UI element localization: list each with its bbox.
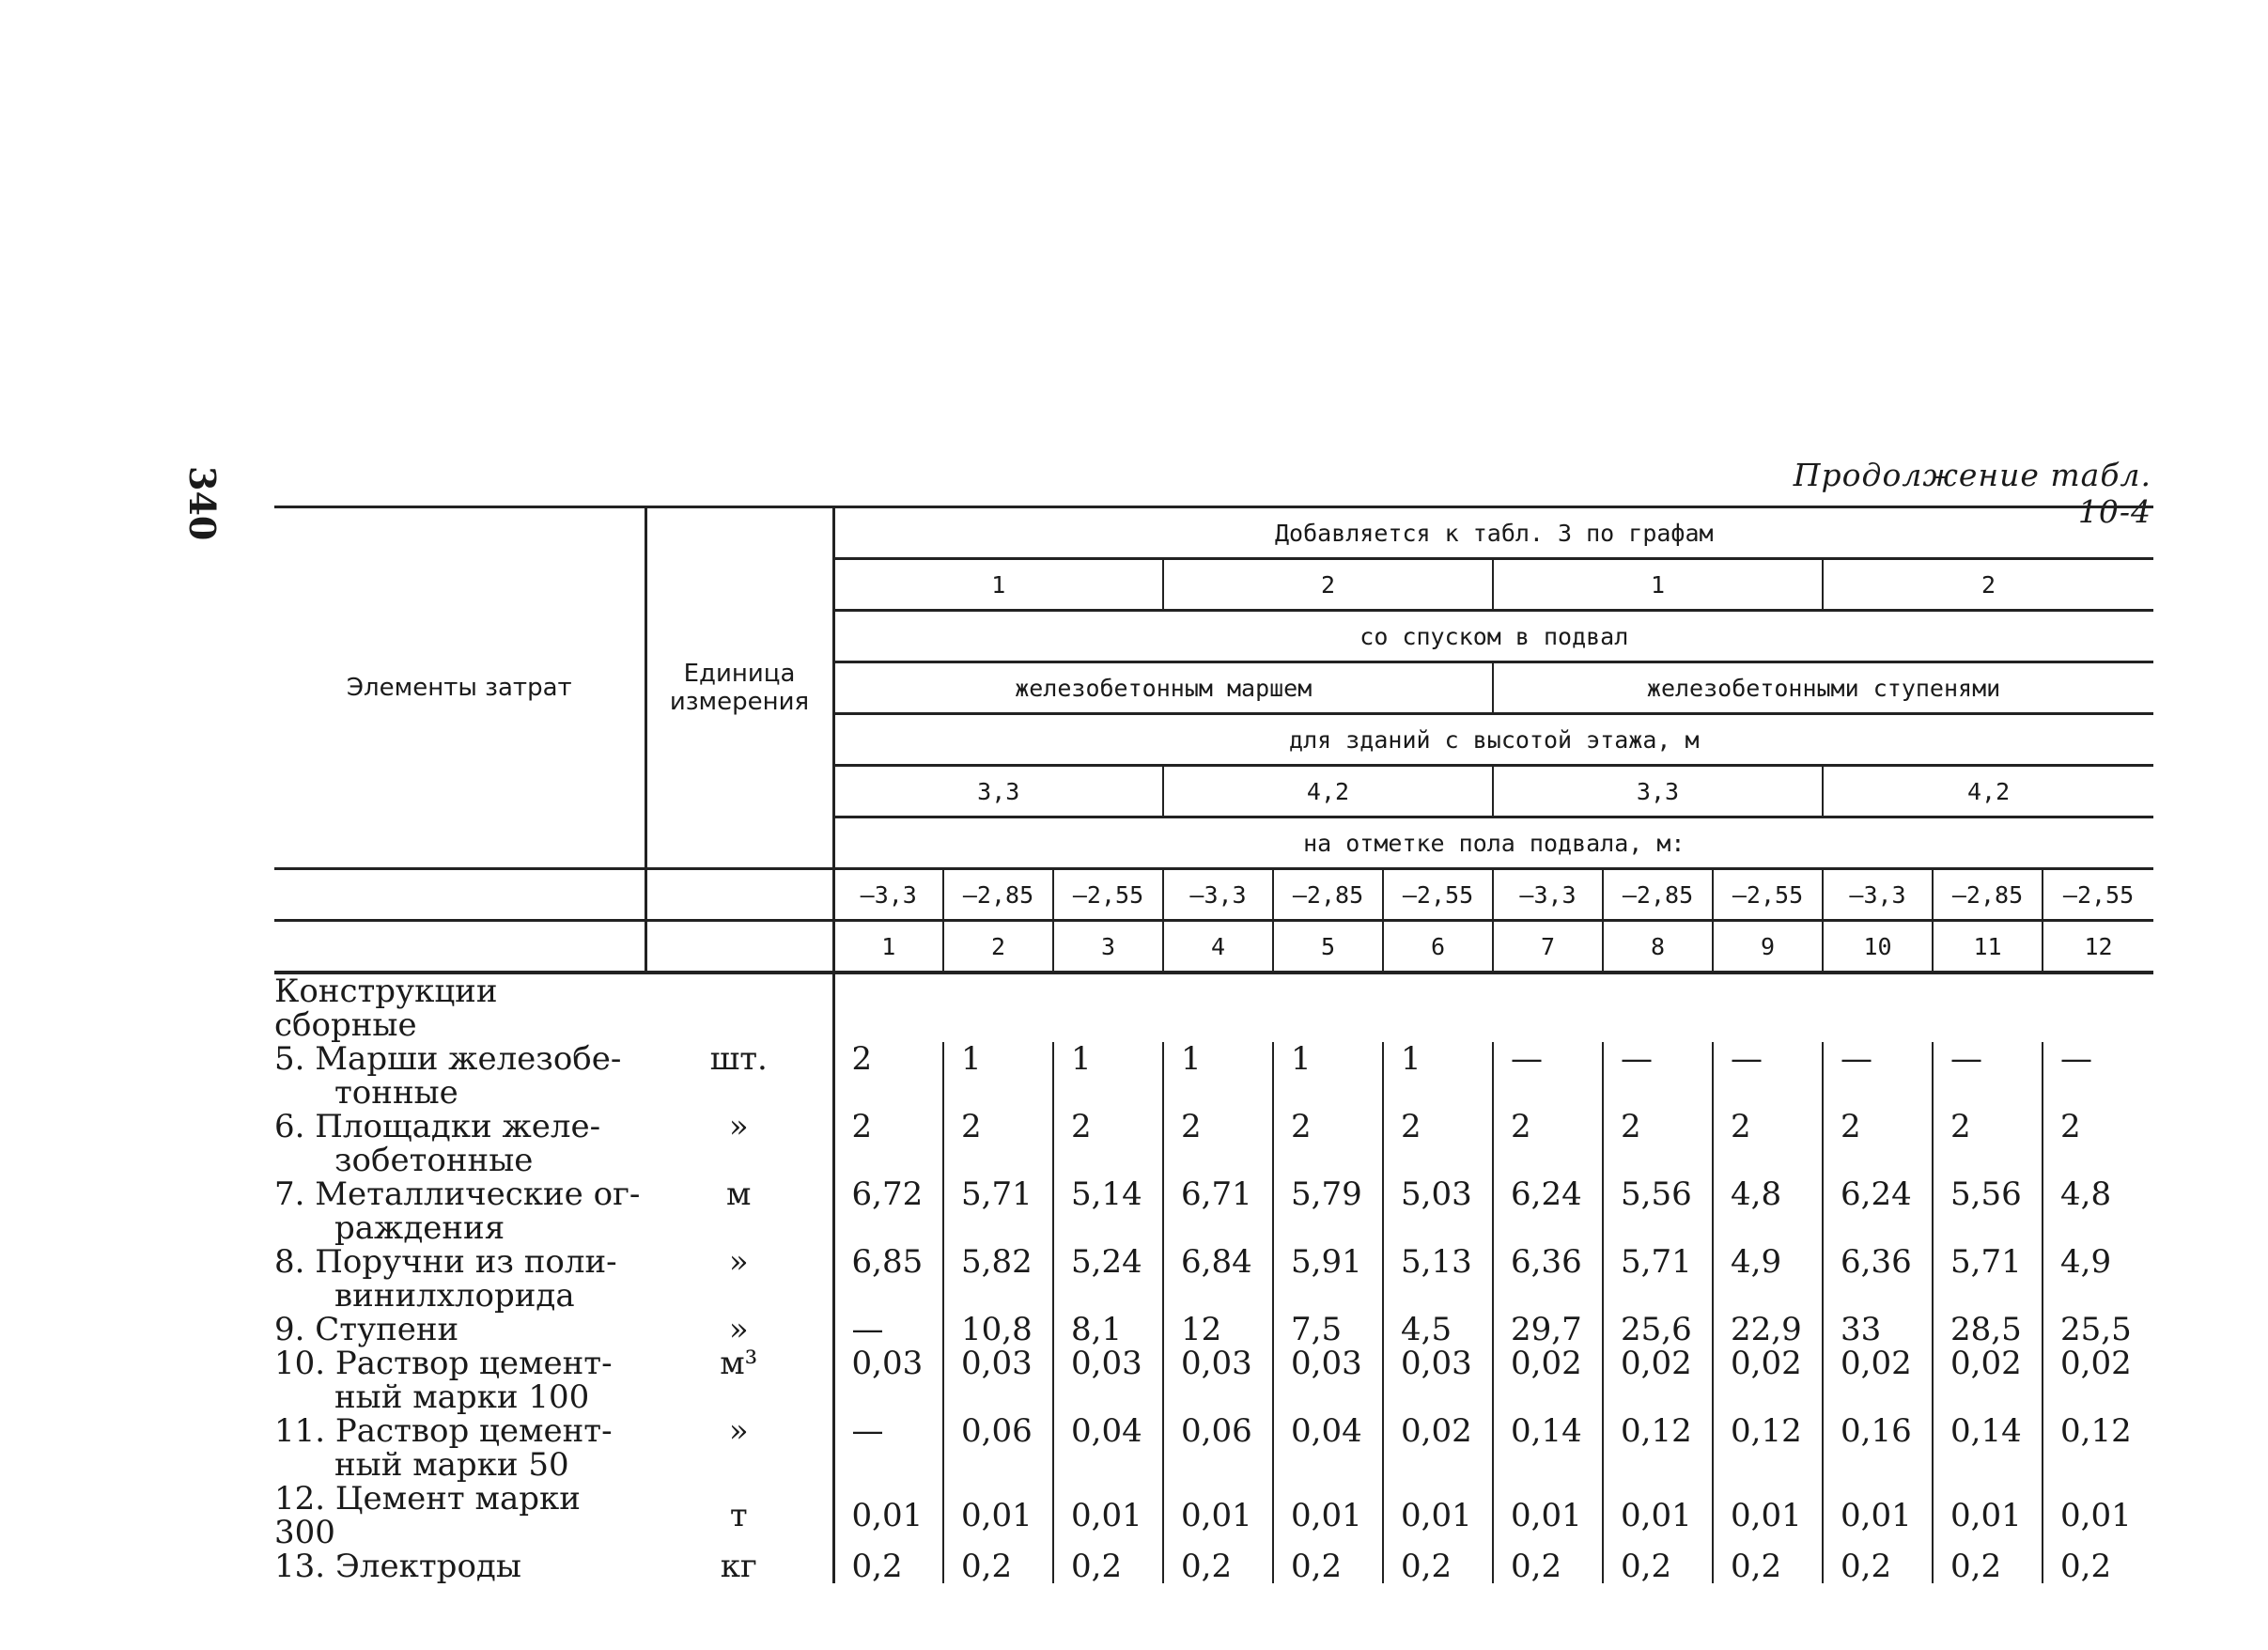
row-value: 4,8 <box>2043 1177 2153 1211</box>
level-value: —2,85 <box>1933 869 2043 921</box>
section-unit-blank <box>645 973 833 1042</box>
row-unit: » <box>645 1414 833 1448</box>
table-row <box>274 1549 2153 1583</box>
row-value-blank <box>1823 1144 1933 1177</box>
row-value: 0,01 <box>833 1482 943 1549</box>
row-value-blank <box>1163 1211 1273 1245</box>
row-value: 6,85 <box>833 1245 943 1279</box>
table-row <box>274 1313 2153 1346</box>
row-value-blank <box>1493 1279 1603 1313</box>
height-label-header: для зданий с высотой этажа, м <box>833 714 2153 766</box>
row-value: 0,01 <box>1603 1482 1713 1549</box>
row-value: 1 <box>1273 1042 1383 1076</box>
colnum-blank-left <box>274 921 645 973</box>
row-value-blank <box>2043 1144 2153 1177</box>
row-value-blank <box>1823 1279 1933 1313</box>
row-value: 0,03 <box>1163 1346 1273 1380</box>
unit-label-line2: измерения <box>669 688 810 716</box>
level-value: —3,3 <box>1163 869 1273 921</box>
row-value-blank <box>1053 1448 1163 1482</box>
level-value: —2,55 <box>1053 869 1163 921</box>
row-value: 0,14 <box>1933 1414 2043 1448</box>
row-value: 5,71 <box>943 1177 1053 1211</box>
row-value: 0,2 <box>1273 1549 1383 1583</box>
row-value: 0,12 <box>1713 1414 1823 1448</box>
row-value: 6,84 <box>1163 1245 1273 1279</box>
row-value-blank <box>1493 1076 1603 1110</box>
row-value: 1 <box>943 1042 1053 1076</box>
row-value: 1 <box>1163 1042 1273 1076</box>
column-number: 4 <box>1163 921 1273 973</box>
row-name-continuation: винилхлорида <box>334 1277 575 1315</box>
row-value-blank <box>1933 1448 2043 1482</box>
row-value: 0,2 <box>1383 1549 1493 1583</box>
table-row-continuation <box>274 1076 2153 1110</box>
table-row <box>274 1177 2153 1211</box>
row-value-blank <box>1603 1279 1713 1313</box>
row-value: 4,9 <box>1713 1245 1823 1279</box>
row-value: 5,71 <box>1603 1245 1713 1279</box>
row-value: 12 <box>1163 1313 1273 1346</box>
row-value-blank <box>1273 1279 1383 1313</box>
row-value: 0,04 <box>1273 1414 1383 1448</box>
graph-number: 1 <box>1493 559 1823 611</box>
row-value: 0,01 <box>1383 1482 1493 1549</box>
row-unit-blank <box>645 1076 833 1110</box>
level-value: —3,3 <box>1823 869 1933 921</box>
row-unit: кг <box>645 1549 833 1583</box>
adds-to-header: Добавляется к табл. 3 по графам <box>833 507 2153 559</box>
row-value-blank <box>943 1380 1053 1414</box>
level-value: —2,85 <box>1273 869 1383 921</box>
elements-label: Элементы затрат <box>346 674 572 702</box>
row-value: 0,2 <box>943 1549 1053 1583</box>
table-row-continuation <box>274 1144 2153 1177</box>
column-number: 6 <box>1383 921 1493 973</box>
row-value: 2 <box>1163 1110 1273 1144</box>
row-value-blank <box>833 1279 943 1313</box>
row-value-blank <box>1383 1448 1493 1482</box>
row-unit: м³ <box>645 1346 833 1380</box>
row-value: 2 <box>1603 1110 1713 1144</box>
row-value-blank <box>1273 1211 1383 1245</box>
row-value-blank <box>1713 1211 1823 1245</box>
column-number: 3 <box>1053 921 1163 973</box>
row-value: 1 <box>1383 1042 1493 1076</box>
table-row <box>274 1245 2153 1279</box>
row-value: 0,03 <box>833 1346 943 1380</box>
level-value: —2,85 <box>943 869 1053 921</box>
kind-header: железобетонными ступенями <box>1493 662 2153 714</box>
height-value: 3,3 <box>833 766 1163 817</box>
column-number: 2 <box>943 921 1053 973</box>
row-unit: » <box>645 1313 833 1346</box>
row-name: 11. Раствор цемент- <box>274 1412 613 1450</box>
column-number: 11 <box>1933 921 2043 973</box>
row-value: 6,72 <box>833 1177 943 1211</box>
table-row <box>274 1482 2153 1549</box>
row-value-blank <box>833 1448 943 1482</box>
row-value-blank <box>1713 1448 1823 1482</box>
level-value: —3,3 <box>1493 869 1603 921</box>
row-value: 0,2 <box>2043 1549 2153 1583</box>
descent-header: со спуском в подвал <box>833 611 2153 662</box>
row-value-blank <box>1053 1279 1163 1313</box>
column-number: 9 <box>1713 921 1823 973</box>
row-unit: м <box>645 1177 833 1211</box>
row-value: 0,06 <box>943 1414 1053 1448</box>
graph-number: 2 <box>1823 559 2153 611</box>
level-label-header: на отметке пола подвала, м: <box>833 817 2153 869</box>
row-value-blank <box>1933 1211 2043 1245</box>
row-value-blank <box>1823 1076 1933 1110</box>
section-title: Конструкции сборные <box>274 973 498 1044</box>
row-value: 6,24 <box>1493 1177 1603 1211</box>
row-value: 0,02 <box>1493 1346 1603 1380</box>
row-value: 2 <box>833 1042 943 1076</box>
row-name-continuation: раждения <box>334 1209 505 1247</box>
cost-table <box>274 506 2153 1583</box>
height-value: 3,3 <box>1493 766 1823 817</box>
row-value-blank <box>1933 1279 2043 1313</box>
row-value: 22,9 <box>1713 1313 1823 1346</box>
row-value-blank <box>1383 1076 1493 1110</box>
row-value: 0,14 <box>1493 1414 1603 1448</box>
height-value: 4,2 <box>1823 766 2153 817</box>
row-value-blank <box>1493 1211 1603 1245</box>
row-value: 0,01 <box>2043 1482 2153 1549</box>
row-value: 5,79 <box>1273 1177 1383 1211</box>
table-row-continuation <box>274 1211 2153 1245</box>
row-value-blank <box>833 1380 943 1414</box>
row-value-blank <box>1933 1380 2043 1414</box>
levels-row <box>274 869 2153 921</box>
row-value: 4,9 <box>2043 1245 2153 1279</box>
height-value: 4,2 <box>1163 766 1493 817</box>
row-name: 13. Электроды <box>274 1548 521 1585</box>
row-unit-blank <box>645 1279 833 1313</box>
row-value-blank <box>943 1279 1053 1313</box>
row-value: 5,13 <box>1383 1245 1493 1279</box>
row-value: 0,06 <box>1163 1414 1273 1448</box>
row-value-blank <box>1163 1279 1273 1313</box>
row-value: 2 <box>833 1110 943 1144</box>
row-value: 0,02 <box>1823 1346 1933 1380</box>
row-value-blank <box>2043 1279 2153 1313</box>
row-value-blank <box>1713 1144 1823 1177</box>
row-value: 10,8 <box>943 1313 1053 1346</box>
row-value-blank <box>1493 1448 1603 1482</box>
row-value: 1 <box>1053 1042 1163 1076</box>
row-value: — <box>1823 1042 1933 1076</box>
row-value: 5,56 <box>1933 1177 2043 1211</box>
row-value-blank <box>1603 1380 1713 1414</box>
row-value-blank <box>833 1211 943 1245</box>
row-value-blank <box>1823 1448 1933 1482</box>
row-name-continuation: ный марки 50 <box>334 1446 569 1484</box>
row-value-blank <box>1933 1076 2043 1110</box>
row-name: 5. Марши железобе- <box>274 1040 622 1078</box>
row-value: 5,56 <box>1603 1177 1713 1211</box>
row-value: 0,2 <box>833 1549 943 1583</box>
row-value: 4,8 <box>1713 1177 1823 1211</box>
row-value-blank <box>943 1144 1053 1177</box>
row-value-blank <box>1163 1448 1273 1482</box>
graph-number: 1 <box>833 559 1163 611</box>
row-unit: шт. <box>645 1042 833 1076</box>
row-value-blank <box>1713 1076 1823 1110</box>
row-value-blank <box>1383 1211 1493 1245</box>
column-number: 8 <box>1603 921 1713 973</box>
table-caption: Продолжение табл. 10-4 <box>1793 457 2151 530</box>
row-unit: т <box>645 1482 833 1549</box>
row-value: 5,03 <box>1383 1177 1493 1211</box>
row-value-blank <box>2043 1211 2153 1245</box>
row-value-blank <box>1823 1380 1933 1414</box>
row-value: 7,5 <box>1273 1313 1383 1346</box>
row-value: 2 <box>2043 1110 2153 1144</box>
row-value: — <box>1933 1042 2043 1076</box>
row-value: 28,5 <box>1933 1313 2043 1346</box>
row-value-blank <box>943 1076 1053 1110</box>
row-value-blank <box>1823 1211 1933 1245</box>
row-value: — <box>1713 1042 1823 1076</box>
row-value: 0,01 <box>1713 1482 1823 1549</box>
row-value: 5,71 <box>1933 1245 2043 1279</box>
table-row-continuation <box>274 1380 2153 1414</box>
page-number: 340 <box>181 466 224 541</box>
row-value-blank <box>943 1211 1053 1245</box>
row-value-blank <box>1053 1380 1163 1414</box>
row-value-blank <box>1053 1144 1163 1177</box>
row-name-continuation: ный марки 100 <box>334 1378 590 1416</box>
column-number-row <box>274 921 2153 973</box>
level-value: —3,3 <box>833 869 943 921</box>
row-value: 0,16 <box>1823 1414 1933 1448</box>
table-row-continuation <box>274 1279 2153 1313</box>
row-value: 0,01 <box>943 1482 1053 1549</box>
row-value: 5,82 <box>943 1245 1053 1279</box>
row-value: 4,5 <box>1383 1313 1493 1346</box>
row-value: 0,03 <box>1053 1346 1163 1380</box>
row-value: 0,2 <box>1603 1549 1713 1583</box>
row-value: — <box>833 1313 943 1346</box>
row-value: 0,03 <box>1383 1346 1493 1380</box>
row-value-blank <box>1713 1279 1823 1313</box>
row-value-blank <box>2043 1380 2153 1414</box>
column-number: 7 <box>1493 921 1603 973</box>
row-value: 0,2 <box>1933 1549 2043 1583</box>
row-value: 6,36 <box>1493 1245 1603 1279</box>
row-value: 2 <box>1933 1110 2043 1144</box>
row-value: — <box>1603 1042 1713 1076</box>
row-value: 29,7 <box>1493 1313 1603 1346</box>
column-number: 5 <box>1273 921 1383 973</box>
unit-label-line1: Единица <box>683 660 796 688</box>
row-name: 8. Поручни из поли- <box>274 1243 617 1281</box>
row-value: 6,36 <box>1823 1245 1933 1279</box>
row-name: 10. Раствор цемент- <box>274 1345 613 1382</box>
table-row <box>274 1346 2153 1380</box>
row-value: 0,01 <box>1053 1482 1163 1549</box>
row-value-blank <box>1603 1076 1713 1110</box>
row-value: 0,2 <box>1713 1549 1823 1583</box>
level-value: —2,55 <box>1383 869 1493 921</box>
row-name-continuation: тонные <box>334 1074 458 1112</box>
row-value-blank <box>1163 1076 1273 1110</box>
row-value: 25,5 <box>2043 1313 2153 1346</box>
row-value-blank <box>943 1448 1053 1482</box>
row-value: 0,01 <box>1493 1482 1603 1549</box>
row-value: 5,91 <box>1273 1245 1383 1279</box>
row-value: 0,02 <box>1603 1346 1713 1380</box>
row-unit-blank <box>645 1211 833 1245</box>
row-name: 6. Площадки желе- <box>274 1108 601 1145</box>
row-value: 6,24 <box>1823 1177 1933 1211</box>
row-value: 2 <box>1273 1110 1383 1144</box>
row-unit-blank <box>645 1448 833 1482</box>
row-value: 0,01 <box>1163 1482 1273 1549</box>
row-value: 0,02 <box>1933 1346 2043 1380</box>
row-value-blank <box>1493 1380 1603 1414</box>
row-name: 7. Металлические ог- <box>274 1175 641 1213</box>
levels-blank-left <box>274 869 645 921</box>
row-value-blank <box>1603 1211 1713 1245</box>
row-value: 2 <box>1053 1110 1163 1144</box>
colnum-blank-unit <box>645 921 833 973</box>
row-name: 12. Цемент марки 300 <box>274 1480 581 1551</box>
row-value: 0,02 <box>1713 1346 1823 1380</box>
table-row-continuation <box>274 1448 2153 1482</box>
row-unit: » <box>645 1110 833 1144</box>
row-value-blank <box>2043 1448 2153 1482</box>
levels-blank-unit <box>645 869 833 921</box>
row-value: 0,03 <box>1273 1346 1383 1380</box>
row-value: 0,01 <box>1933 1482 2043 1549</box>
row-value: 33 <box>1823 1313 1933 1346</box>
row-value-blank <box>833 1076 943 1110</box>
row-value-blank <box>1273 1448 1383 1482</box>
column-number: 12 <box>2043 921 2153 973</box>
row-value: 0,2 <box>1163 1549 1273 1583</box>
level-value: —2,55 <box>2043 869 2153 921</box>
row-value: 0,02 <box>1383 1414 1493 1448</box>
row-value: 0,2 <box>1493 1549 1603 1583</box>
row-value: 2 <box>1493 1110 1603 1144</box>
row-name-continuation: зобетонные <box>334 1142 534 1179</box>
kind-header: железобетонным маршем <box>833 662 1493 714</box>
table-row <box>274 1414 2153 1448</box>
table-row <box>274 1110 2153 1144</box>
row-value-blank <box>1273 1076 1383 1110</box>
row-value: 0,03 <box>943 1346 1053 1380</box>
row-value-blank <box>1713 1380 1823 1414</box>
row-value: 0,2 <box>1053 1549 1163 1583</box>
row-value: — <box>833 1414 943 1448</box>
row-value: 0,01 <box>1273 1482 1383 1549</box>
row-value-blank <box>1273 1380 1383 1414</box>
row-value: 2 <box>1823 1110 1933 1144</box>
row-value: 0,2 <box>1823 1549 1933 1583</box>
column-number: 1 <box>833 921 943 973</box>
level-value: —2,85 <box>1603 869 1713 921</box>
row-value-blank <box>1933 1144 2043 1177</box>
row-value-blank <box>1163 1380 1273 1414</box>
unit-header <box>645 507 833 869</box>
row-value-blank <box>2043 1076 2153 1110</box>
row-value-blank <box>833 1144 943 1177</box>
row-value: 25,6 <box>1603 1313 1713 1346</box>
row-value-blank <box>1273 1144 1383 1177</box>
row-value: 6,71 <box>1163 1177 1273 1211</box>
column-number: 10 <box>1823 921 1933 973</box>
row-value: 5,24 <box>1053 1245 1163 1279</box>
row-unit-blank <box>645 1144 833 1177</box>
row-value: 0,12 <box>1603 1414 1713 1448</box>
row-value-blank <box>1493 1144 1603 1177</box>
row-value-blank <box>1603 1144 1713 1177</box>
row-value: 0,02 <box>2043 1346 2153 1380</box>
table-row <box>274 1042 2153 1076</box>
row-value: 0,12 <box>2043 1414 2153 1448</box>
row-value: 0,04 <box>1053 1414 1163 1448</box>
row-value-blank <box>1053 1211 1163 1245</box>
row-value-blank <box>1383 1144 1493 1177</box>
row-value: 5,14 <box>1053 1177 1163 1211</box>
row-value: — <box>2043 1042 2153 1076</box>
row-unit: » <box>645 1245 833 1279</box>
row-value: 2 <box>1713 1110 1823 1144</box>
row-value-blank <box>1053 1076 1163 1110</box>
row-value: — <box>1493 1042 1603 1076</box>
row-value-blank <box>1383 1380 1493 1414</box>
row-value-blank <box>1163 1144 1273 1177</box>
row-name: 9. Ступени <box>274 1311 459 1348</box>
row-value: 2 <box>943 1110 1053 1144</box>
elements-header <box>274 507 645 869</box>
level-value: —2,55 <box>1713 869 1823 921</box>
row-value: 2 <box>1383 1110 1493 1144</box>
row-unit-blank <box>645 1380 833 1414</box>
graph-number: 2 <box>1163 559 1493 611</box>
row-value-blank <box>1603 1448 1713 1482</box>
row-value: 8,1 <box>1053 1313 1163 1346</box>
row-value-blank <box>1383 1279 1493 1313</box>
row-value: 0,01 <box>1823 1482 1933 1549</box>
